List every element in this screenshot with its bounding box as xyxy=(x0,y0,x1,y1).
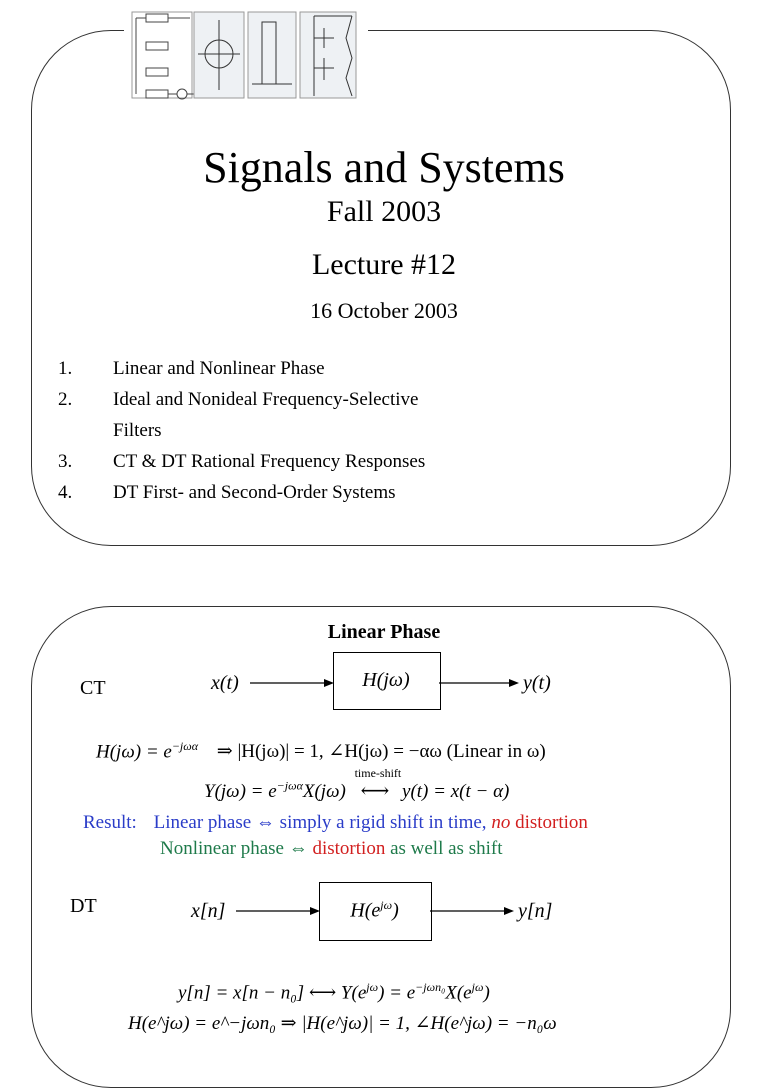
outline-number: 2. xyxy=(58,389,73,410)
result-text: Nonlinear phase ⇔ xyxy=(160,838,313,859)
outline-item: CT & DT Rational Frequency Responses xyxy=(113,451,426,472)
result-emphasis: distortion xyxy=(312,838,386,859)
ct-input-signal: x(t) xyxy=(211,672,239,694)
eq-text: y[n] = x[n − n₀] ⟷ Y(e xyxy=(178,982,367,1004)
ct-equation-1 xyxy=(96,739,546,763)
dt-input-arrow xyxy=(236,904,320,918)
dt-output-arrow xyxy=(430,904,514,918)
eq-exponent: −jωα xyxy=(276,778,303,793)
result-line-1 xyxy=(83,812,588,834)
result-text: distortion xyxy=(510,812,588,833)
dt-input-signal: x[n] xyxy=(191,900,226,922)
dt-label: DT xyxy=(70,895,97,917)
result-text: as well as shift xyxy=(385,838,503,859)
eq-text: Y(jω) = e xyxy=(204,781,277,802)
outline-number: 1. xyxy=(58,358,73,379)
ct-output-arrow xyxy=(439,676,519,690)
dt-system-label xyxy=(319,898,430,923)
ct-input-arrow xyxy=(250,676,334,690)
ct-label: CT xyxy=(80,677,106,699)
slide-title: Signals and Systems xyxy=(203,143,565,192)
eq-text: ) = e xyxy=(378,982,416,1004)
outline-item: Linear and Nonlinear Phase xyxy=(113,358,325,379)
eq-text: H(jω) = e xyxy=(96,741,172,763)
course-logo xyxy=(124,8,368,102)
course-term: Fall 2003 xyxy=(326,195,442,228)
ct-system-label: H(jω) xyxy=(362,669,410,691)
eq-text: X(e xyxy=(445,982,472,1004)
eq-text: y(t) = x(t − α) xyxy=(402,781,510,802)
arrow-glyph: ⟷ xyxy=(360,780,388,802)
dt-equation-2: H(e^jω) = e^−jωn₀ ⇒ |H(e^jω)| = 1, ∠H(e^jω) = −n₀ω xyxy=(128,1013,557,1034)
arrow-caption: time-shift xyxy=(354,766,402,780)
outline-number: 3. xyxy=(58,451,73,472)
result-text: Linear phase ⇔ simply a rigid shift in time, xyxy=(153,812,492,833)
eq-exponent: −jωn₀ xyxy=(415,980,446,994)
eq-text: ) xyxy=(483,982,490,1004)
ct-output-signal: y(t) xyxy=(523,672,551,694)
ct-equation-2 xyxy=(204,766,510,803)
lecture-date: 16 October 2003 xyxy=(310,298,458,323)
dt-system-exponent: jω xyxy=(380,898,393,912)
dt-output-signal: y[n] xyxy=(518,900,553,922)
result-prefix: Result: xyxy=(83,812,137,833)
outline-item: Filters xyxy=(113,420,162,441)
slide-title: Linear Phase xyxy=(327,621,441,643)
eq-text: X(jω) xyxy=(302,781,346,802)
eq-exponent: jω xyxy=(471,980,484,994)
outline-item: DT First- and Second-Order Systems xyxy=(113,482,396,503)
result-emphasis: no xyxy=(491,812,511,833)
dt-system-text: H(e xyxy=(350,899,381,922)
eq-exponent: −jωα xyxy=(171,739,199,753)
time-shift-arrow xyxy=(354,766,402,803)
course-logo-graphic xyxy=(124,8,368,102)
lecture-number: Lecture #12 xyxy=(311,248,457,281)
result-line-2 xyxy=(160,838,502,860)
outline-item: Ideal and Nonideal Frequency-Selective xyxy=(113,389,419,410)
eq-exponent: jω xyxy=(366,980,379,994)
dt-system-text: ) xyxy=(392,899,399,922)
dt-equation-1 xyxy=(178,980,490,1004)
eq-text: ⇒ |H(jω)| = 1, ∠H(jω) = −αω (Linear in ω) xyxy=(216,741,546,763)
outline-number: 4. xyxy=(58,482,73,503)
